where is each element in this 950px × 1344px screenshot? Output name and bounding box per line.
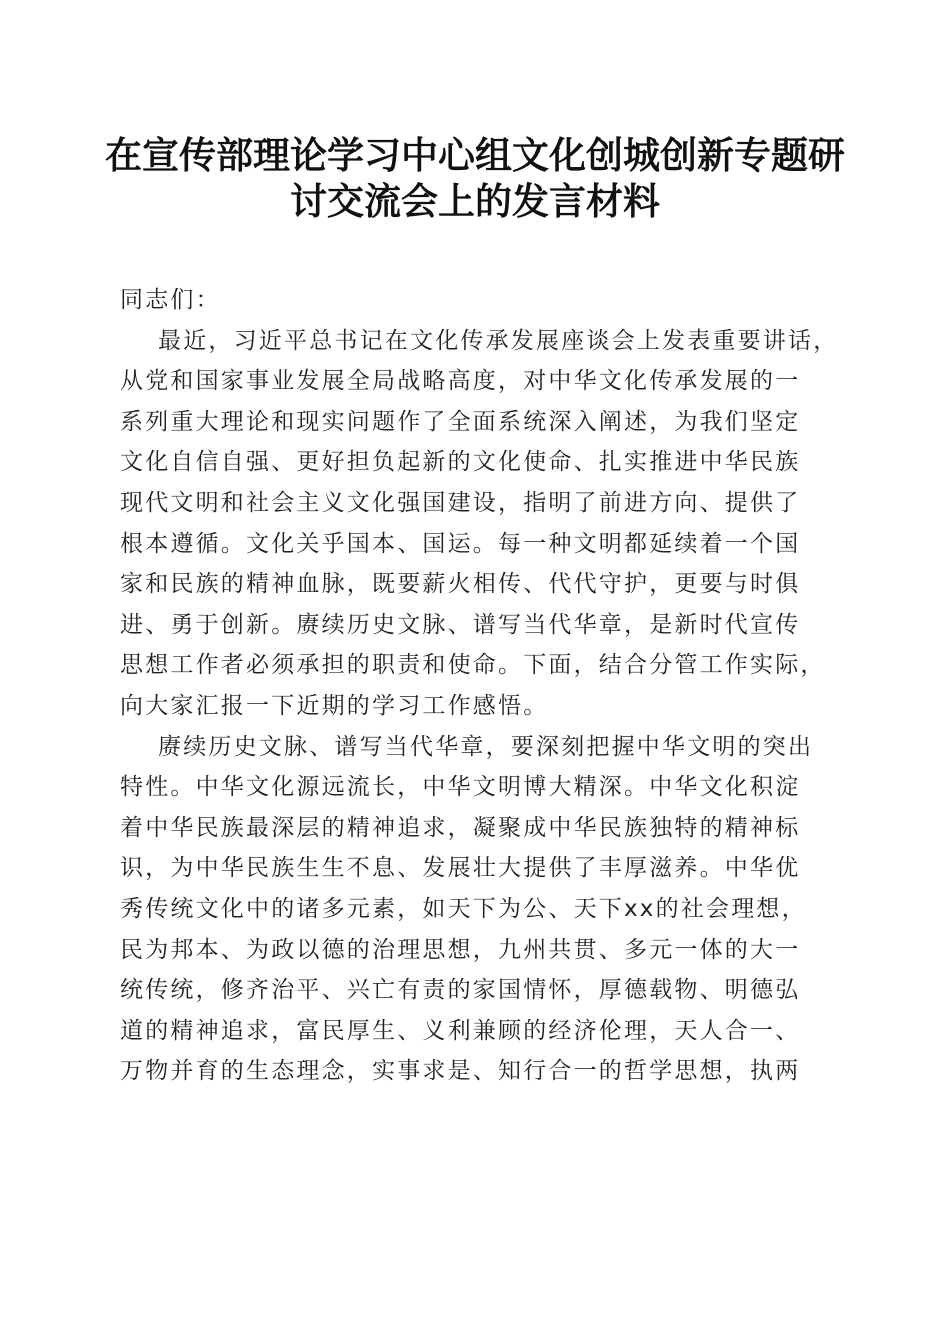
paragraph-line: 最近，习近平总书记在文化传承发展座谈会上发表重要讲话，: [158, 327, 839, 354]
paragraph-line: 赓续历史文脉、谱写当代华章，要深刻把握中华文明的突出: [158, 733, 814, 760]
paragraph-line: 特性。中华文化源远流长，中华文明博大精深。中华文化积淀: [120, 774, 801, 801]
paragraph-line: 文化自信自强、更好担负起新的文化使命、扎实推进中华民族: [120, 449, 801, 476]
paragraph-line: 统传统，修齐治平、兴亡有责的家国情怀，厚德载物、明德弘: [120, 977, 801, 1004]
title-line: 在宣传部理论学习中心组文化创城创新专题研: [105, 133, 845, 177]
paragraph-line: 着中华民族最深层的精神追求，凝聚成中华民族独特的精神标: [120, 814, 801, 841]
paragraph-line: 万物并育的生态理念，实事求是、知行合一的哲学思想，执两: [120, 1058, 801, 1085]
paragraph-line: 向大家汇报一下近期的学习工作感悟。: [120, 692, 549, 719]
paragraph-line: 系列重大理论和现实问题作了全面系统深入阐述，为我们坚定: [120, 408, 801, 435]
document-title: [0, 132, 950, 224]
paragraph-1: [120, 321, 839, 727]
paragraph-line: 秀传统文化中的诸多元素，如天下为公、天下xx的社会理想，: [120, 895, 807, 922]
paragraph-line: 思想工作者必须承担的职责和使命。下面，结合分管工作实际，: [120, 652, 826, 679]
title-line: 讨交流会上的发言材料: [290, 179, 660, 223]
paragraph-line: 根本遵循。文化关乎国本、国运。每一种文明都延续着一个国: [120, 530, 801, 557]
paragraph-line: 进、勇于创新。赓续历史文脉、谱写当代华章，是新时代宣传: [120, 611, 801, 638]
paragraph-line: 现代文明和社会主义文化强国建设，指明了前进方向、提供了: [120, 489, 801, 516]
salutation: 同志们：: [120, 287, 221, 313]
document-body: [120, 280, 839, 1092]
paragraph-line: 从党和国家事业发展全局战略高度，对中华文化传承发展的一: [120, 368, 801, 395]
paragraph-2: [120, 727, 832, 1092]
paragraph-line: 民为邦本、为政以德的治理思想，九州共贯、多元一体的大一: [120, 936, 801, 963]
paragraph-line: 识，为中华民族生生不息、发展壮大提供了丰厚滋养。中华优: [120, 855, 801, 882]
paragraph-line: 家和民族的精神血脉，既要薪火相传、代代守护，更要与时俱: [120, 571, 801, 598]
paragraph-line: 道的精神追求，富民厚生、义利兼顾的经济伦理，天人合一、: [120, 1017, 801, 1044]
